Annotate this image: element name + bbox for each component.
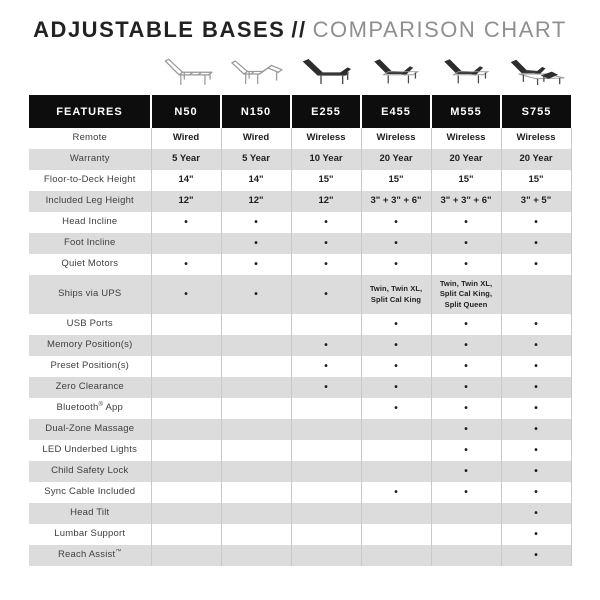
value-cell: 20 Year	[501, 149, 571, 170]
feature-label: Foot Incline	[63, 237, 116, 249]
empty-cell	[221, 482, 291, 503]
feature-label: Sync Cable Included	[44, 486, 136, 498]
table-row	[29, 128, 571, 149]
value-cell: Wireless	[501, 128, 571, 149]
bullet-cell: •	[361, 482, 431, 503]
m555-adjustable-base-icon	[431, 51, 501, 95]
bullet-cell: •	[431, 482, 501, 503]
value-cell: Wireless	[291, 128, 361, 149]
feature-label: Warranty	[69, 153, 110, 165]
empty-cell	[361, 419, 431, 440]
bullet-cell: •	[501, 398, 571, 419]
feature-label: Included Leg Height	[45, 195, 134, 207]
bullet-cell: •	[431, 356, 501, 377]
empty-cell	[151, 233, 221, 254]
empty-cell	[151, 314, 221, 335]
table-row	[29, 398, 571, 419]
empty-cell	[151, 356, 221, 377]
comparison-table	[29, 95, 572, 566]
table-row	[29, 254, 571, 275]
product-header-e455: E455	[361, 95, 431, 128]
table-row	[29, 545, 571, 566]
feature-label: Child Safety Lock	[51, 465, 129, 477]
empty-cell	[361, 503, 431, 524]
title-separator: //	[291, 17, 307, 42]
empty-cell	[361, 524, 431, 545]
bullet-cell: •	[431, 212, 501, 233]
e455-adjustable-base-icon	[361, 51, 431, 95]
bullet-cell: •	[361, 398, 431, 419]
value-cell: Twin, Twin XL, Split Cal King, Split Queen	[431, 275, 501, 314]
value-cell: Wireless	[361, 128, 431, 149]
table-row	[29, 335, 571, 356]
value-cell: Wireless	[431, 128, 501, 149]
empty-cell	[431, 545, 501, 566]
empty-cell	[221, 440, 291, 461]
bullet-cell: •	[501, 377, 571, 398]
empty-cell	[221, 461, 291, 482]
bullet-cell: •	[501, 440, 571, 461]
bullet-cell: •	[361, 314, 431, 335]
bullet-cell: •	[501, 545, 571, 566]
table-row	[29, 275, 571, 314]
bullet-cell: •	[291, 275, 361, 314]
empty-cell	[151, 440, 221, 461]
empty-cell	[291, 545, 361, 566]
n50-adjustable-base-icon	[151, 51, 221, 95]
value-cell: 14"	[151, 170, 221, 191]
bullet-cell: •	[151, 212, 221, 233]
empty-cell	[291, 503, 361, 524]
table-row	[29, 524, 571, 545]
table-header-row	[29, 95, 571, 128]
empty-cell	[291, 419, 361, 440]
product-header-n150: N150	[221, 95, 291, 128]
bullet-cell: •	[361, 356, 431, 377]
s755-adjustable-base-icon	[501, 51, 571, 95]
bullet-cell: •	[501, 233, 571, 254]
value-cell: 12"	[291, 191, 361, 212]
empty-cell	[151, 377, 221, 398]
feature-label: Head Incline	[62, 216, 118, 228]
value-cell: 12"	[151, 191, 221, 212]
value-cell: 15"	[501, 170, 571, 191]
product-header-n50: N50	[151, 95, 221, 128]
icons-row-spacer	[29, 51, 151, 95]
bullet-cell: •	[361, 377, 431, 398]
title-left: ADJUSTABLE BASES	[33, 17, 286, 42]
bullet-cell: •	[431, 440, 501, 461]
value-cell: 10 Year	[291, 149, 361, 170]
product-header-m555: M555	[431, 95, 501, 128]
empty-cell	[221, 377, 291, 398]
n150-adjustable-base-icon	[221, 51, 291, 95]
bullet-cell: •	[431, 314, 501, 335]
bullet-cell: •	[501, 503, 571, 524]
bullet-cell: •	[361, 335, 431, 356]
empty-cell	[221, 356, 291, 377]
bullet-cell: •	[291, 212, 361, 233]
value-cell: 15"	[431, 170, 501, 191]
value-cell: 5 Year	[151, 149, 221, 170]
empty-cell	[151, 419, 221, 440]
table-row	[29, 170, 571, 191]
value-cell: Twin, Twin XL, Split Cal King	[361, 275, 431, 314]
feature-label: Bluetooth® App	[56, 402, 123, 414]
empty-cell	[361, 440, 431, 461]
empty-cell	[361, 545, 431, 566]
empty-cell	[221, 503, 291, 524]
empty-cell	[221, 335, 291, 356]
table-row	[29, 356, 571, 377]
empty-cell	[221, 545, 291, 566]
table-row	[29, 482, 571, 503]
value-cell: Wired	[221, 128, 291, 149]
product-header-e255: E255	[291, 95, 361, 128]
empty-cell	[221, 524, 291, 545]
bullet-cell: •	[221, 254, 291, 275]
bullet-cell: •	[291, 335, 361, 356]
value-cell: 12"	[221, 191, 291, 212]
bullet-cell: •	[431, 377, 501, 398]
empty-cell	[291, 314, 361, 335]
bullet-cell: •	[501, 335, 571, 356]
value-cell: 3" + 3" + 6"	[361, 191, 431, 212]
bullet-cell: •	[431, 233, 501, 254]
table-row	[29, 419, 571, 440]
table-row	[29, 314, 571, 335]
feature-label: USB Ports	[66, 318, 113, 330]
value-cell: Wired	[151, 128, 221, 149]
features-header: FEATURES	[29, 95, 151, 128]
bullet-cell: •	[431, 398, 501, 419]
page-title	[0, 17, 600, 43]
bullet-cell: •	[501, 482, 571, 503]
empty-cell	[431, 524, 501, 545]
value-cell: 3" + 5"	[501, 191, 571, 212]
bullet-cell: •	[501, 254, 571, 275]
table-row	[29, 377, 571, 398]
empty-cell	[221, 314, 291, 335]
empty-cell	[151, 545, 221, 566]
bullet-cell: •	[431, 461, 501, 482]
value-cell: 5 Year	[221, 149, 291, 170]
bullet-cell: •	[291, 233, 361, 254]
bullet-cell: •	[501, 356, 571, 377]
feature-label: Reach Assist™	[57, 549, 122, 561]
feature-label: Memory Position(s)	[47, 339, 133, 351]
bullet-cell: •	[361, 212, 431, 233]
table-row	[29, 503, 571, 524]
feature-label: Floor-to-Deck Height	[43, 174, 136, 186]
empty-cell	[151, 482, 221, 503]
feature-label: Ships via UPS	[58, 288, 122, 300]
empty-cell	[291, 482, 361, 503]
feature-label: Remote	[72, 132, 107, 144]
bullet-cell: •	[431, 335, 501, 356]
empty-cell	[221, 419, 291, 440]
feature-label: Quiet Motors	[61, 258, 119, 270]
table-row	[29, 149, 571, 170]
bullet-cell: •	[361, 254, 431, 275]
value-cell: 3" + 3" + 6"	[431, 191, 501, 212]
value-cell: 14"	[221, 170, 291, 191]
table-row	[29, 191, 571, 212]
bullet-cell: •	[221, 233, 291, 254]
empty-cell	[151, 461, 221, 482]
feature-label: Lumbar Support	[54, 528, 126, 540]
bullet-cell: •	[501, 212, 571, 233]
bullet-cell: •	[151, 254, 221, 275]
feature-label: Dual-Zone Massage	[45, 423, 135, 435]
empty-cell	[501, 275, 571, 314]
bullet-cell: •	[501, 314, 571, 335]
empty-cell	[291, 461, 361, 482]
feature-label: Preset Position(s)	[50, 360, 130, 372]
bullet-cell: •	[501, 524, 571, 545]
bullet-cell: •	[221, 212, 291, 233]
table-row	[29, 233, 571, 254]
bullet-cell: •	[501, 461, 571, 482]
empty-cell	[291, 398, 361, 419]
feature-label: LED Underbed Lights	[42, 444, 138, 456]
bullet-cell: •	[501, 419, 571, 440]
bullet-cell: •	[431, 254, 501, 275]
value-cell: 15"	[361, 170, 431, 191]
bullet-cell: •	[151, 275, 221, 314]
empty-cell	[431, 503, 501, 524]
value-cell: 15"	[291, 170, 361, 191]
table-body	[29, 128, 571, 566]
bullet-cell: •	[291, 377, 361, 398]
bullet-cell: •	[291, 356, 361, 377]
product-icons-row	[29, 51, 571, 95]
empty-cell	[291, 440, 361, 461]
empty-cell	[221, 398, 291, 419]
bullet-cell: •	[221, 275, 291, 314]
bullet-cell: •	[361, 233, 431, 254]
value-cell: 20 Year	[361, 149, 431, 170]
empty-cell	[151, 503, 221, 524]
empty-cell	[151, 398, 221, 419]
empty-cell	[291, 524, 361, 545]
product-header-s755: S755	[501, 95, 571, 128]
feature-label: Head Tilt	[70, 507, 110, 519]
bullet-cell: •	[291, 254, 361, 275]
table-row	[29, 212, 571, 233]
title-right: COMPARISON CHART	[312, 17, 567, 42]
value-cell: 20 Year	[431, 149, 501, 170]
table-row	[29, 440, 571, 461]
empty-cell	[151, 524, 221, 545]
empty-cell	[151, 335, 221, 356]
bullet-cell: •	[431, 419, 501, 440]
e255-adjustable-base-icon	[291, 51, 361, 95]
table-row	[29, 461, 571, 482]
empty-cell	[361, 461, 431, 482]
feature-label: Zero Clearance	[55, 381, 124, 393]
